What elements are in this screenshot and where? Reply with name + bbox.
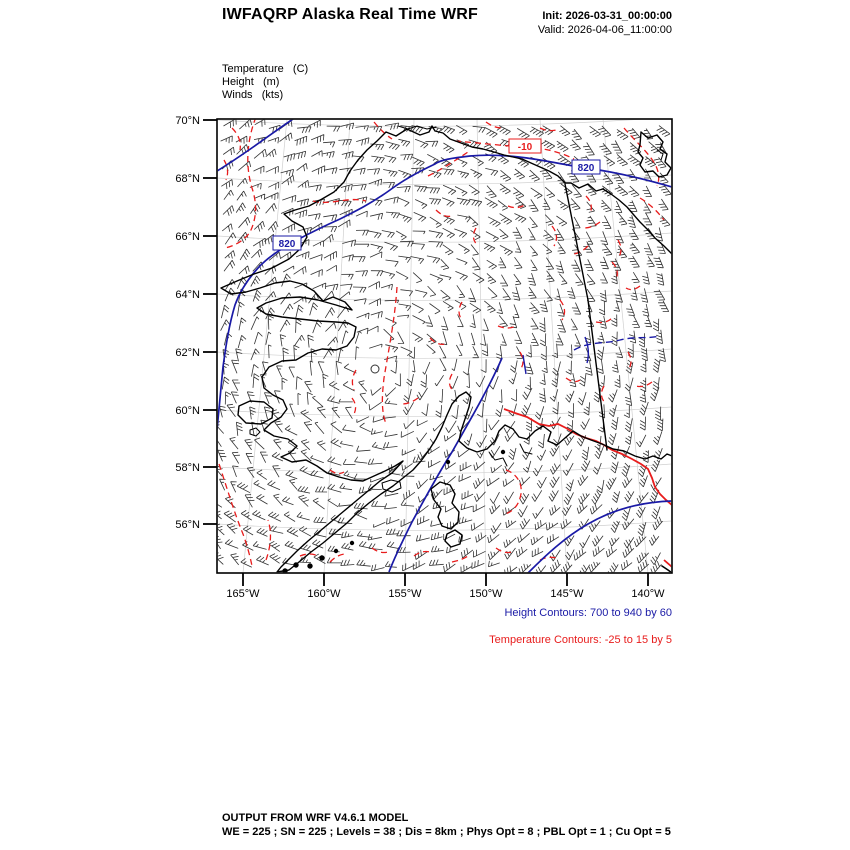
height-label-north: 820	[577, 163, 595, 174]
calm-wind-circle	[371, 365, 379, 373]
lat-label-58n: 58°N	[175, 462, 200, 474]
lat-label-64n: 64°N	[175, 289, 200, 301]
legend-temperature: Temperature (C)	[222, 63, 309, 75]
latitude-labels	[175, 115, 200, 531]
valid-timestamp: Valid: 2026-04-06_11:00:00	[537, 24, 672, 36]
init-timestamp: Init: 2026-03-31_00:00:00	[542, 10, 672, 22]
footer-config-line: WE = 225 ; SN = 225 ; Levels = 38 ; Dis = 8km ; Phys Opt = 8 ; PBL Opt = 1 ; Cu Opt = 5	[222, 826, 671, 838]
lon-label-140w: 140°W	[631, 588, 665, 600]
page-title: IWFAQRP Alaska Real Time WRF	[221, 6, 479, 23]
longitude-labels	[226, 588, 665, 600]
lat-label-68n: 68°N	[175, 173, 200, 185]
legend-winds: Winds (kts)	[222, 89, 284, 101]
lon-label-155w: 155°W	[388, 588, 422, 600]
lat-label-66n: 66°N	[175, 231, 200, 243]
temperature-label-north: -10	[517, 142, 533, 153]
lon-label-150w: 150°W	[469, 588, 503, 600]
lon-label-165w: 165°W	[226, 588, 260, 600]
lat-label-70n: 70°N	[175, 115, 200, 127]
lat-label-60n: 60°N	[175, 405, 200, 417]
kodiak-island	[431, 482, 459, 529]
temperature-contours-note: Temperature Contours: -25 to 15 by 5	[489, 634, 672, 646]
lat-label-62n: 62°N	[175, 347, 200, 359]
lon-label-145w: 145°W	[550, 588, 584, 600]
lat-label-56n: 56°N	[175, 519, 200, 531]
legend-height: Height (m)	[222, 76, 280, 88]
height-label-west: 820	[278, 239, 296, 250]
coastline	[221, 126, 672, 573]
lon-label-160w: 160°W	[307, 588, 341, 600]
height-contours-note: Height Contours: 700 to 940 by 60	[504, 607, 672, 619]
footer-model-line: OUTPUT FROM WRF V4.6.1 MODEL	[222, 812, 409, 824]
